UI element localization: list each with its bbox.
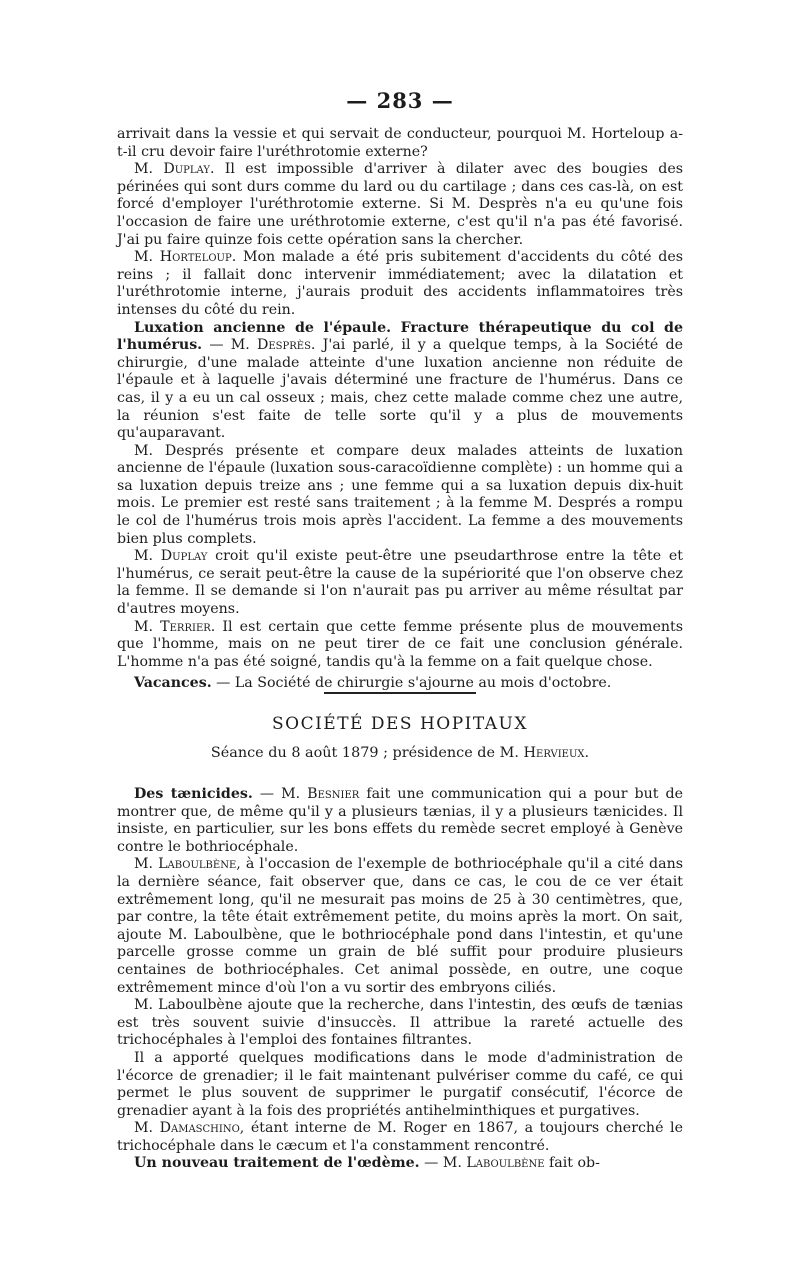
speaker-despres: M. Desprès. bbox=[230, 337, 316, 354]
paragraph-luxation bbox=[117, 320, 683, 443]
paragraph-damaschino bbox=[117, 1120, 683, 1155]
paragraph-grenadier: Il a apporté quelques modifications dans le mode d'administration de l'écorce de grenadier; il le fait maintenant pulvériser comme du café, ce qui permet le plus souvent de supprimer le purgatif consécutif, l'écorce de grenadier ayant à la fois des propriétés antihelminthiques et purgatives. bbox=[117, 1049, 683, 1119]
speaker-duplay: M. Duplay. bbox=[134, 161, 215, 178]
paragraph-text: fait une communication qui a pour but de montrer que, de même qu'il y a plusieurs tænias, il y a plusieurs tænicides. Il insiste, en particulier, sur les bons effets du remède secret employé à Genève contre le bothriocéphale. bbox=[117, 786, 683, 855]
section-divider bbox=[324, 692, 476, 694]
section-title: SOCIÉTÉ DES HOPITAUX bbox=[272, 714, 528, 734]
paragraph-terrier bbox=[117, 619, 683, 672]
paragraph-text: fait ob- bbox=[544, 1155, 600, 1172]
paragraph-text: à l'occasion de l'exemple de bothriocéphale qu'il a cité dans la dernière séance, fait observer que, dans ce cas, le cou de ce ver était extrêmement long, qu'il ne mesurait pas moins de 25 à 30 centimètres, que, par contre, la tête était extrêmement petite, du moins après la mort. On sait, ajoute M. Laboulbène, que le bothriocéphale pond dans l'intestin, et qu'une parcelle grosse comme un grain de blé suffit pour produire plusieurs centaines de bothriocéphales. Cet animal possède, en outre, une coque extrêmement mince d'où l'on a vu sortir des embryons ciliés. bbox=[117, 856, 683, 996]
paragraph-despres-presente: M. Després présente et compare deux malades atteints de luxation ancienne de l'épaule (luxation sous-caracoïdienne complète) : un homme qui a sa luxation depuis treize ans ; une femme qui a sa luxation depuis dix-huit mois. Le premier est resté sans traitement ; à la femme M. Després a rompu le col de l'humérus trois mois après l'accident. La femme a des mouvements bien plus complets. bbox=[117, 442, 683, 547]
paragraph-vacances bbox=[117, 675, 683, 693]
heading-oedeme: Un nouveau traitement de l'œdème. bbox=[134, 1155, 420, 1172]
dash: — bbox=[419, 1155, 443, 1172]
paragraph-text: Mon malade a été pris subitement d'accidents du côté des reins ; il fallait donc intervenir immédiatement; avec la dilatation et l'uréthrotomie interne, j'aurais produit des accidents inflammatoires très intenses du côté du rein. bbox=[117, 249, 683, 318]
speaker-besnier: M. Besnier bbox=[281, 786, 360, 802]
heading-taenicides: Des tænicides. bbox=[134, 786, 253, 802]
page-number: — 283 — bbox=[346, 88, 454, 113]
paragraph-duplay-croit bbox=[117, 548, 683, 618]
paragraph-taenicides bbox=[117, 786, 683, 856]
session-president: M. Hervieux. bbox=[499, 745, 590, 761]
paragraph-text: — La Société de chirurgie s'ajourne au mois d'octobre. bbox=[211, 675, 612, 692]
paragraph-duplay bbox=[117, 161, 683, 249]
paragraph-oedeme bbox=[117, 1155, 683, 1173]
hopitaux-proceedings bbox=[117, 786, 683, 1173]
dash: — bbox=[252, 786, 282, 802]
session-date: Séance du 8 août 1879 ; présidence de bbox=[210, 745, 500, 761]
paragraph-text: Il est certain que cette femme présente plus de mouvements que l'homme, mais on ne peut tirer de ce fait une conclusion générale. L'homme n'a pas été soigné, tandis qu'à la femme on a fait quelque chose. bbox=[117, 618, 683, 670]
speaker-laboulbene: M. Laboulbène bbox=[442, 1155, 545, 1172]
speaker-duplay: M. Duplay bbox=[134, 548, 208, 565]
paragraph-laboulbene bbox=[117, 856, 683, 997]
heading-luxation: Luxation ancienne de l'épaule. Fracture thérapeutique du col de l'humérus. bbox=[117, 319, 683, 354]
paragraph-continuation: arrivait dans la vessie et qui servait de conducteur, pourquoi M. Horteloup a-t-il cru devoir faire l'uréthrotomie externe? bbox=[117, 126, 683, 160]
paragraph-text: étant interne de M. Roger en 1867, a toujours cherché le trichocéphale dans le cæcum et l'a constamment rencontré. bbox=[117, 1120, 683, 1154]
speaker-damaschino: M. Damaschino, bbox=[134, 1120, 245, 1137]
dash: — bbox=[202, 337, 231, 354]
paragraph-text: croit qu'il existe peut-être une pseudarthrose entre la tête et l'humérus, ce serait peut-être la cause de la supériorité que l'on observe chez la femme. Il se demande si l'on n'aurait pas pu arriver au même résultat par d'autres moyens. bbox=[117, 548, 683, 618]
paragraph-text: J'ai parlé, il y a quelque temps, à la Société de chirurgie, d'une malade atteinte d'une luxation ancienne non réduite de l'épaule et à laquelle j'avais déterminé une fracture de l'humérus. Dans ce cas, il y a eu un cal osseux ; mais, chez cette malade comme chez une autre, la réunion s'est faite de telle sorte qu'il y a plus de mouvements qu'auparavant. bbox=[117, 337, 683, 442]
speaker-terrier: M. Terrier. bbox=[134, 618, 216, 635]
paragraph-horteloup bbox=[117, 249, 683, 319]
session-line bbox=[0, 745, 800, 761]
speaker-horteloup: M. Horteloup. bbox=[134, 249, 237, 266]
paragraph-text: Il est impossible d'arriver à dilater avec des bougies des périnées qui sont durs comme du lard ou du cartilage ; dans ces cas-là, on est forcé d'employer l'uréthrotomie externe. Si M. Desprès n'a eu qu'une fois l'occasion de faire une uréthrotomie externe, c'est qu'il n'a pas été favorisé. J'ai pu faire quinze fois cette opération sans la chercher. bbox=[117, 161, 683, 248]
heading-vacances: Vacances. bbox=[134, 675, 212, 692]
paragraph-laboulbene-ajoute: M. Laboulbène ajoute que la recherche, dans l'intestin, des œufs de tænias est très souvent suivie d'insuccès. Il attribue la rareté actuelle des trichocéphales à l'emploi des fontaines filtrantes. bbox=[117, 997, 683, 1049]
chirurgie-proceedings bbox=[117, 126, 683, 693]
speaker-laboulbene: M. Laboulbène, bbox=[134, 856, 241, 873]
